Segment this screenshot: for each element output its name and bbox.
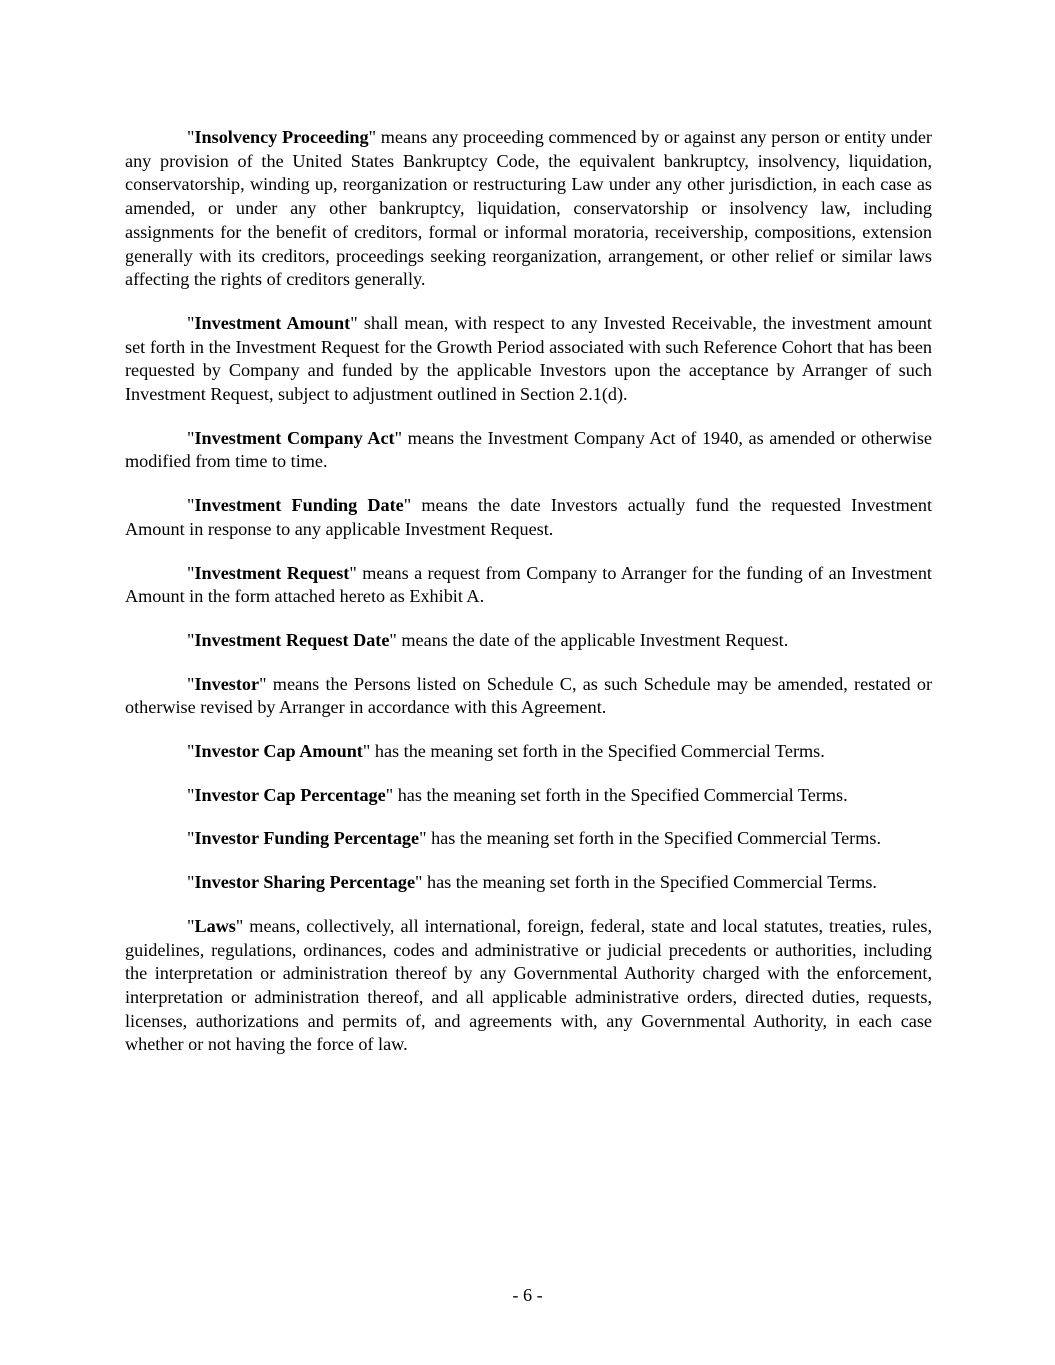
- definition-term: Investor Sharing Percentage: [194, 872, 416, 893]
- definition-term: Laws: [194, 915, 236, 936]
- definition-investor-cap-amount: "Investor Cap Amount" has the meaning set forth in the Specified Commercial Terms.: [187, 741, 825, 762]
- definition-investor-sharing-percentage: "Investor Sharing Percentage" has the meaning set forth in the Specified Commercial Terms.: [187, 872, 877, 893]
- definition-term: Investor Cap Percentage: [194, 784, 386, 805]
- definition-term: Insolvency Proceeding: [194, 127, 369, 147]
- definition-text: means the date of the applicable Investment Request.: [396, 629, 789, 650]
- definition-investment-request-date: "Investment Request Date" means the date of the applicable Investment Request.: [187, 629, 789, 650]
- definition-term: Investor Cap Amount: [194, 741, 363, 762]
- definition-text: shall mean, with respect to any Invested Receivable, the investment amount set forth in the Investment Request for the Growth Period associated with such Reference Cohort that has been requested by Company and funded by the applicable Investors upon the acceptance by Arranger of such Investment Request, subject to adjustment outlined in Section 2.1(d).: [125, 312, 932, 405]
- definition-term: Investment Funding Date: [194, 495, 404, 516]
- definition-term: Investment Company Act: [194, 427, 395, 448]
- definition-investor: "Investor" means the Persons listed on Schedule C, as such Schedule may be amended, restated or otherwise revised by Arranger in accordance with this Agreement.: [125, 673, 932, 718]
- definition-text: has the meaning set forth in the Specified Commercial Terms.: [422, 872, 877, 893]
- definition-text: means the Investment Company Act of 1940, as amended or otherwise modified from time to time.: [125, 427, 932, 472]
- definition-insolvency-proceeding: "Insolvency Proceeding" means any proceeding commenced by or against any person or entity under any provision of the United States Bankruptcy Code, the equivalent bankruptcy, insolvency, liquidation, conservatorship, winding up, reorganization or restructuring Law under any other jurisdiction, in each case as amended, or under any other bankruptcy, liquidation, conservatorship or insolvency law, including assignments for the benefit of creditors, formal or informal moratoria, receivership, compositions, extension generally with its creditors, proceedings seeking reorganization, arrangement, or other relief or similar laws affecting the rights of creditors generally.: [125, 127, 932, 290]
- definition-text: means any proceeding commenced by or against any person or entity under any provision of the United States Bankruptcy Code, the equivalent bankruptcy, insolvency, liquidation, conservatorship, winding up, reorganization or restructuring Law under any other jurisdiction, in each case as amended, or under any other bankruptcy, liquidation, conservatorship or insolvency law, including assignments for the benefit of creditors, formal or informal moratoria, receivership, compositions, extension generally with its creditors, proceedings seeking reorganization, arrangement, or other relief or similar laws affecting the rights of creditors generally.: [125, 127, 932, 290]
- definition-investment-funding-date: "Investment Funding Date" means the date Investors actually fund the requested Investment Amount in response to any applicable Investment Request.: [125, 495, 932, 539]
- definition-investment-request: "Investment Request" means a request from Company to Arranger for the funding of an Investment Amount in the form attached hereto as Exhibit A.: [125, 562, 932, 607]
- definition-investor-funding-percentage: "Investor Funding Percentage" has the meaning set forth in the Specified Commercial Terms.: [187, 828, 882, 849]
- definition-text: means, collectively, all international, foreign, federal, state and local statutes, treaties, rules, guidelines, regulations, ordinances, codes and administrative or judicial precedents or authorities, including the interpretation or administration thereof by any Governmental Authority charged with the enforcement, interpretation or administration thereof, and all applicable administrative orders, directed duties, requests, licenses, authorizations and permits of, and agreements with, any Governmental Authority, in each case whether or not having the force of law.: [125, 915, 932, 1055]
- definition-term: Investment Request Date: [194, 629, 390, 650]
- definition-investment-amount: "Investment Amount" shall mean, with respect to any Invested Receivable, the investment amount set forth in the Investment Request for the Growth Period associated with such Reference Cohort that has been requested by Company and funded by the applicable Investors upon the acceptance by Arranger of such Investment Request, subject to adjustment outlined in Section 2.1(d).: [125, 312, 932, 405]
- definition-term: Investor Funding Percentage: [194, 828, 420, 849]
- page-number: - 6 -: [512, 1285, 543, 1305]
- definition-term: Investment Amount: [194, 312, 351, 333]
- definition-text: has the meaning set forth in the Specified Commercial Terms.: [370, 741, 825, 762]
- definition-term: Investor: [194, 673, 260, 694]
- definition-text: means the date Investors actually fund the requested Investment Amount in response to any applicable Investment Request.: [125, 495, 932, 539]
- definition-text: has the meaning set forth in the Specified Commercial Terms.: [393, 784, 848, 805]
- definition-investment-company-act: "Investment Company Act" means the Investment Company Act of 1940, as amended or otherwise modified from time to time.: [125, 427, 932, 472]
- definition-term: Investment Request: [194, 562, 350, 583]
- definition-text: means the Persons listed on Schedule C, as such Schedule may be amended, restated or otherwise revised by Arranger in accordance with this Agreement.: [125, 673, 932, 718]
- definition-investor-cap-percentage: "Investor Cap Percentage" has the meaning set forth in the Specified Commercial Terms.: [187, 784, 848, 805]
- definition-laws: "Laws" means, collectively, all international, foreign, federal, state and local statutes, treaties, rules, guidelines, regulations, ordinances, codes and administrative or judicial precedents or authorities, including the interpretation or administration thereof by any Governmental Authority charged with the enforcement, interpretation or administration thereof, and all applicable administrative orders, directed duties, requests, licenses, authorizations and permits of, and agreements with, any Governmental Authority, in each case whether or not having the force of law.: [125, 915, 932, 1055]
- definition-text: means a request from Company to Arranger for the funding of an Investment Amount in the form attached hereto as Exhibit A.: [125, 562, 932, 607]
- definition-text: has the meaning set forth in the Specified Commercial Terms.: [426, 828, 882, 849]
- definitions-list: [125, 126, 932, 1077]
